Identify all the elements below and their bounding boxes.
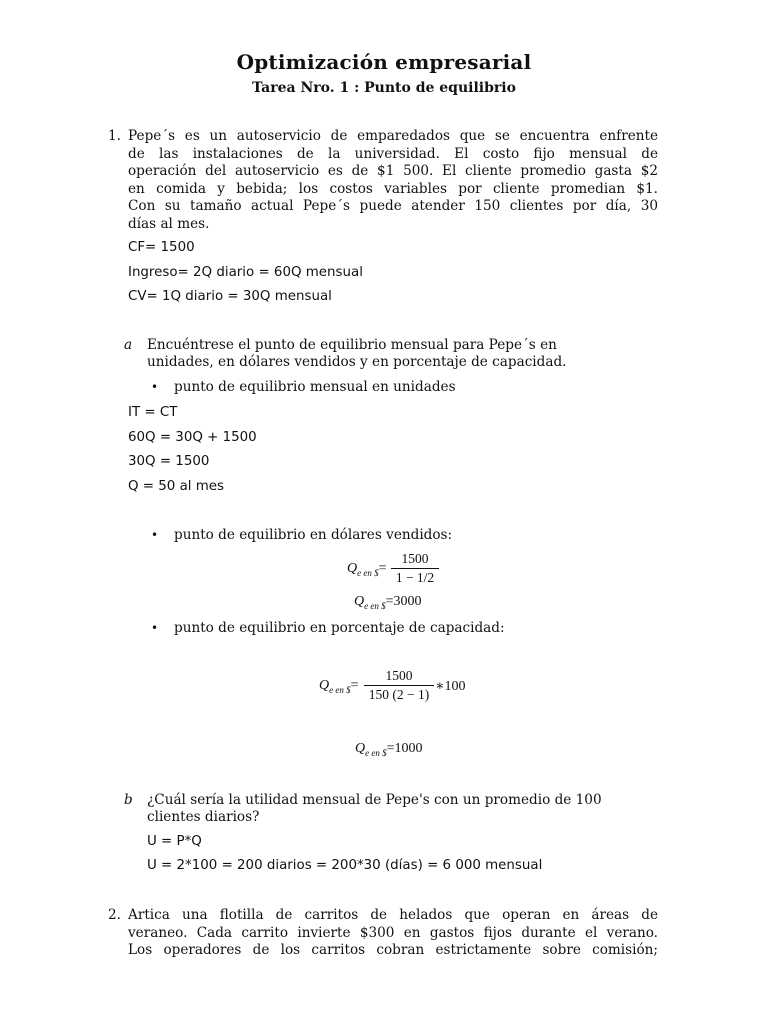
part-b-line: ¿Cuál sería la utilidad mensual de Pepe's con un promedio de 100 [147,792,602,808]
problem-1-line: de las instalaciones de la universidad. El costo fijo mensual de [128,145,658,162]
revenue-line: Ingreso= 2Q diario = 60Q mensual [128,265,363,280]
problem-1-line: Pepe´s es un autoservicio de emparedados que se encuentra enfrente [128,128,658,144]
equation-variable: Q [354,594,365,609]
equation-3-fraction [364,668,434,703]
step-line: IT = CT [128,405,178,420]
document-title: Optimización empresarial [236,50,532,74]
part-a-letter: a [124,337,133,353]
problem-2-line: Los operadores de los carritos cobran estrictamente sobre comisión; [128,942,658,958]
step-line: 30Q = 1500 [128,454,210,469]
equation-variable: Q [355,741,366,756]
problem-1-line: días al mes. [128,215,210,232]
bullet-units-text: punto de equilibrio mensual en unidades [174,379,456,395]
bullet-icon: • [151,621,159,635]
part-b-letter: b [124,792,133,808]
bullet-dollars-text: punto de equilibrio en dólares vendidos: [174,527,453,543]
part-a-line: Encuéntrese el punto de equilibrio mensual para Pepe´s en [147,337,557,353]
equation-subscript: e en $ [365,748,387,758]
equals-sign: = [378,561,387,576]
equation-variable: Q [347,561,358,576]
variable-cost-line: CV= 1Q diario = 30Q mensual [128,289,332,304]
problem-2-line: Artica una flotilla de carritos de helados que operan en áreas de [128,907,658,923]
step-line: 60Q = 30Q + 1500 [128,430,257,445]
problem-1-line: en comida y bebida; los costos variables por cliente promedian $1. [128,180,658,197]
equation-4 [355,741,423,758]
equation-1-lhs [347,561,387,578]
problem-1-line: Con su tamaño actual Pepe´s puede atender 150 clientes por día, 30 [128,198,658,214]
part-b-line: clientes diarios? [147,809,260,825]
utility-calculation: U = 2*100 = 200 diarios = 200*30 (días) = 6 000 mensual [147,858,543,873]
equals-sign: = [350,678,359,693]
equation-1-fraction [391,551,439,586]
problem-2-line: veraneo. Cada carrito invierte $300 en gastos fijos durante el verano. [128,924,658,941]
equation-subscript: e en $ [357,568,379,578]
fixed-cost-line: CF= 1500 [128,240,195,255]
fraction-numerator: 1500 [385,668,413,683]
equation-variable: Q [319,678,330,693]
equation-subscript: e en $ [364,601,386,611]
bullet-capacity-text: punto de equilibrio en porcentaje de capacidad: [174,620,505,636]
step-line: Q = 50 al mes [128,479,225,494]
fraction-denominator: 1 − 1/2 [395,570,435,585]
fraction-denominator: 150 (2 − 1) [368,687,430,702]
equation-subscript: e en $ [329,685,351,695]
problem-1-statement [128,128,658,233]
utility-formula: U = P*Q [147,834,202,849]
fraction-numerator: 1500 [401,551,429,566]
fraction-bar [391,568,439,569]
equation-3-lhs [319,678,359,695]
bullet-icon: • [151,528,159,542]
part-a-line: unidades, en dólares vendidos y en porcentaje de capacidad. [147,354,567,370]
document-subtitle: Tarea Nro. 1 : Punto de equilibrio [252,80,516,96]
equation-result: =3000 [385,594,422,609]
problem-1-line: operación del autoservicio es de $1 500. El cliente promedio gasta $2 [128,163,658,179]
bullet-icon: • [151,380,159,394]
equation-result: =1000 [386,741,423,756]
problem-2-number: 2. [108,907,121,923]
problem-2-statement [128,907,658,960]
fraction-bar [364,685,434,686]
equation-2 [354,594,422,611]
equation-3-multiplier: ∗100 [435,679,466,694]
problem-1-number: 1. [108,128,121,144]
